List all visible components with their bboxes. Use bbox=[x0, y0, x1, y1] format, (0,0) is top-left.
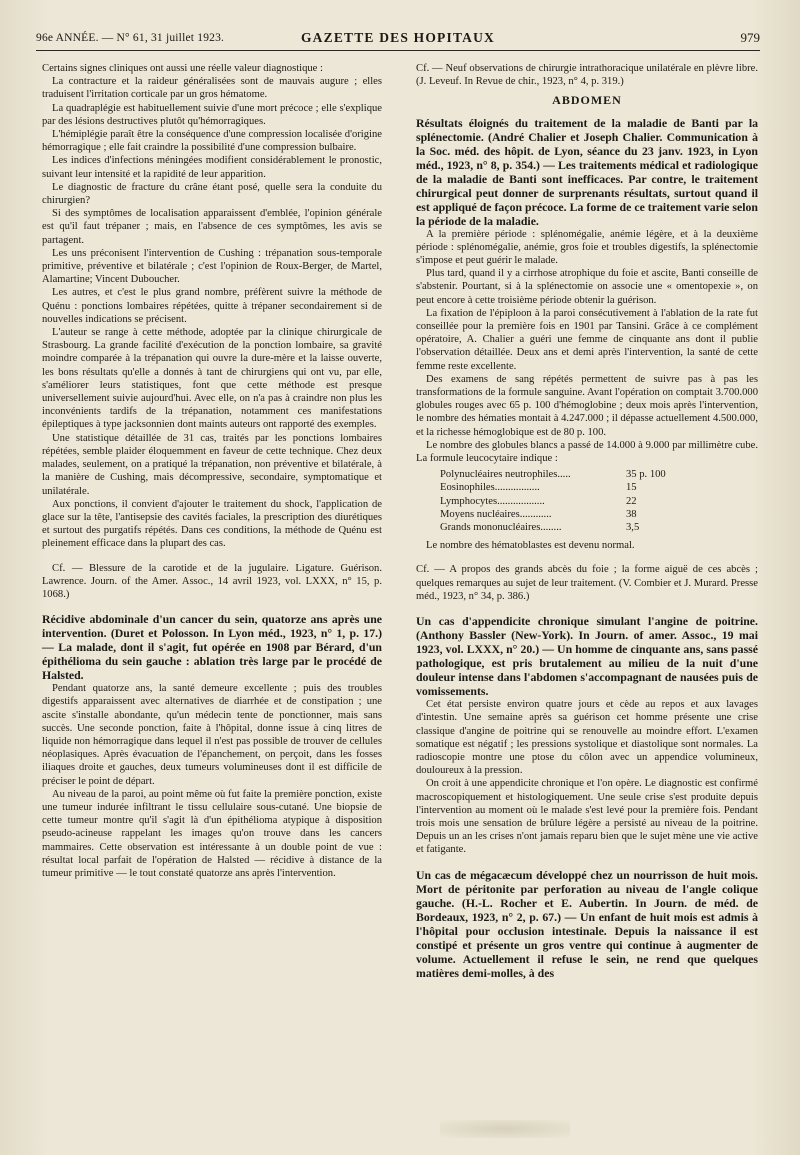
paragraph: Cf. — Blessure de la carotide et de la jugulaire. Ligature. Guérison. Lawrence. Journ. of the Amer. Assoc., 14 avril 1923, vol. LXXX, n° 15, p. 1068.) bbox=[42, 562, 382, 600]
paragraph: Certains signes cliniques ont aussi une réelle valeur diagnostique : bbox=[42, 63, 323, 74]
paragraph: A la première période : splénomégalie, anémie légère, et à la deuxième période : splénomégalie, anémie, gros foie et troubles digestifs, la splénectomie s'impose et peut guérir le malade. bbox=[416, 228, 758, 267]
paragraph: Les uns préconisent l'intervention de Cushing : trépanation sous-temporale primitive, préventive et bilatérale ; c'est l'opinion de Roux-Berger, de Martel, Alamartine; Vincent Duboucher. bbox=[42, 247, 382, 286]
paragraph: L'hémiplégie paraît être la conséquence d'une compression localisée d'origine hémorragique ; elle fait craindre la possibilité d'une compression bulbaire. bbox=[42, 129, 382, 154]
right-column bbox=[416, 62, 758, 980]
paragraph: Si des symptômes de localisation apparaissent d'emblée, l'opinion générale est qu'il faut trépaner ; mais, en l'absence de ces symptômes, les avis se partagent. bbox=[42, 208, 382, 246]
right-column-top bbox=[416, 62, 758, 88]
issue-line: 96e ANNÉE. — N° 61, 31 juillet 1923. bbox=[36, 32, 225, 44]
formula-value: 3,5 bbox=[626, 522, 640, 534]
left-column bbox=[42, 62, 382, 880]
journal-title: GAZETTE DES HOPITAUX bbox=[300, 30, 496, 45]
formula-label: Moyens nucléaires............ bbox=[440, 508, 552, 520]
article-title-paragraph: Résultats éloignés du traitement de la maladie de Banti par la splénectomie. (André Chalier et Joseph Chalier. Communication à la Soc. méd. des hôpit. de Lyon, séance du 23 janv. 1923, in Lyon méd., 1923, n° 8, p. 354.) — Les traitements médical et radiologique de la maladie de Banti sont inefficaces. Par contre, le traitement chirurgical peut donner de surprenants résultats, surtout quand il est appliqué de façon précoce. La forme de ce traitement varie selon la période de la maladie. bbox=[416, 115, 758, 228]
paragraph: La quadraplégie est habituellement suivie d'une mort précoce ; elle s'explique par des lésions destructives plutôt qu'hémorragiques. bbox=[42, 102, 382, 127]
paragraph: Les autres, et c'est le plus grand nombre, préfèrent suivre la méthode de Quénu : ponctions lombaires répétées, quitte à trépaner secondairement si de nouvelles indications se précisent. bbox=[42, 287, 382, 325]
page-number: 979 bbox=[740, 30, 760, 45]
section-heading: ABDOMEN bbox=[552, 93, 622, 108]
formula-label: Grands mononucléaires........ bbox=[440, 522, 562, 534]
right-column-bottom bbox=[416, 539, 758, 979]
paragraph: Au niveau de la paroi, au point même où fut faite la première ponction, existe une tumeur indurée infiltrant le tissu cellulaire sous-cutané. Une biopsie de cette tumeur montre qu'il s'agit là d'un épithélioma atypique à disposition pseudo-acineuse rappelant les images qu'on trouve dans les cancers mammaires. Cette observation est intéressante à un double point de vue : résultat local parfait de l'opération de Halsted — récidive à distance de la tumeur primitive — le tout constaté quatorze ans après l'intervention. bbox=[42, 788, 382, 879]
article-title-paragraph: Un cas d'appendicite chronique simulant l'angine de poitrine. (Anthony Bassler (New-York). In Journ. of amer. Assoc., 19 mai 1923, vol. LXXX, n° 20.) — Un homme de cinquante ans, sans passé pathologique, est pris brutalement au milieu de la nuit d'une douleur intense dans l'abdomen s'accompagnant de nausées puis de vomissements. bbox=[416, 614, 758, 699]
formula-row bbox=[440, 508, 696, 521]
paragraph: La fixation de l'épiploon à la paroi consécutivement à l'ablation de la rate fut conseillée pour la première fois en 1901 par Tansini. Grâce à ce complément opératoire, A. Chalier a guéri une femme de cinquante ans dont il publie l'observation détaillée. Deux ans et demi après l'intervention, la santé de cette femme reste excellente. bbox=[416, 307, 758, 372]
article-title-paragraph: Récidive abdominale d'un cancer du sein, quatorze ans après une intervention. (Duret et Polosson. In Lyon méd., 1923, n° 1, p. 17.) — La malade, dont il s'agit, fut opérée en 1908 par Bérard, d'un épithélioma du sein gauche : ablation très large par le procédé de Halsted. bbox=[42, 612, 382, 683]
formula-value: 15 bbox=[626, 482, 637, 494]
article-title-paragraph: Un cas de mégacæcum développé chez un nourrisson de huit mois. Mort de péritonite par perforation au niveau de l'angle colique gauche. (H.-L. Rocher et E. Aubertin. In Journ. de méd. de Bordeaux, 1923, n° 2, p. 67.) — Un enfant de huit mois est admis à l'hôpital pour occlusion intestinale. Depuis la naissance il est constipé et présente un gros ventre qui continue à augmenter de volume. Actuellement il refuse le sein, ne rend que quelques matières demi-molles, à des bbox=[416, 867, 758, 980]
formula-label: Lymphocytes.................. bbox=[440, 495, 545, 507]
paragraph: On croit à une appendicite chronique et l'on opère. Le diagnostic est confirmé macroscopiquement et histologiquement. Une seule crise s'est produite depuis l'intervention au moment où le malade s'est levé pour la première fois. Pendant trois mois une sensation de brûlure légère a persisté au niveau de la poitrine. Depuis un an les crises n'ont jamais reparu bien que le sujet mène une vie active et fatigante. bbox=[416, 778, 758, 856]
paragraph: L'auteur se range à cette méthode, adoptée par la clinique chirurgicale de Strasbourg. La grande facilité d'exécution de la ponction lombaire, sa gravité moindre comparée à la trépanation qui ouvre la dure-mère et la laisse ouverte, les bons résultats qu'elle a donnés à tant de chirurgiens qui ont vu, par elle, s'améliorer leurs statistiques, font que cette méthode est presque universellement suivie aujourd'hui. Avec elle, on n'a pas à craindre non plus les inconvénients tardifs de la trépanation, notamment ces manifestations épileptiques à type jacksonnien dont maints auteurs ont rapporté des exemples. bbox=[42, 327, 382, 431]
paragraph: Des examens de sang répétés permettent de suivre pas à pas les transformations de la formule sanguine. Avant l'opération on comptait 3.700.000 globules rouges avec 65 p. 100 d'hémoglobine ; deux mois après l'intervention, le nombre des hématies montait à 4.247.000 ; il dépasse actuellement 4.500.000, et la richesse hémoglobique est de 80 p. 100. bbox=[416, 373, 758, 438]
formula-label: Polynucléaires neutrophiles..... bbox=[440, 469, 571, 481]
paragraph: Cf. — Neuf observations de chirurgie intrathoracique unilatérale en plèvre libre. (J. Leveuf. In Revue de chir., 1923, n° 4, p. 319.) bbox=[416, 63, 758, 88]
paragraph: Le nombre des globules blancs a passé de 14.000 à 9.000 par millimètre cube. La formule leucocytaire indique : bbox=[416, 439, 758, 465]
paragraph: Plus tard, quand il y a cirrhose atrophique du foie et ascite, Banti conseille de s'abstenir. Pourtant, si à la splénectomie on associe une « omentopexie », on peut encore à cette troisième période obtenir la guérison. bbox=[416, 268, 758, 306]
paper-stain bbox=[440, 1120, 570, 1138]
paragraph: Une statistique détaillée de 31 cas, traités par les ponctions lombaires répétées, semble plaider éloquemment en faveur de cette technique. Chez deux malades, seulement, on a pratiqué la trépanation, non préventive et bilatérale, à la manière de Cushing, mais décompressive, secondaire, symptomatique et unilatérale. bbox=[42, 432, 382, 497]
paragraph: Le diagnostic de fracture du crâne étant posé, quelle sera la conduite du chirurgien? bbox=[42, 181, 382, 207]
formula-row bbox=[440, 481, 696, 494]
paragraph: Cet état persiste environ quatre jours et cède au repos et aux lavages d'intestin. Une semaine après sa guérison cet homme présente une crise classique d'angine de poitrine qui se renouvelle au moindre effort. L'examen somatique est négatif ; les pressions systolique et diastolique sont normales. La radioscopie montre une ptose du côlon avec un appendice volumineux, douloureux à la pression. bbox=[416, 699, 758, 777]
running-header bbox=[36, 28, 760, 51]
formula-value: 38 bbox=[626, 508, 637, 520]
formula-value: 22 bbox=[626, 495, 637, 507]
formula-row bbox=[440, 495, 696, 508]
formula-value: 35 p. 100 bbox=[626, 469, 666, 481]
paragraph: Cf. — A propos des grands abcès du foie ; la forme aiguë de ces abcès ; quelques remarques au sujet de leur traitement. (V. Combier et J. Murard. Presse méd., 1923, n° 34, p. 386.) bbox=[416, 564, 758, 602]
paragraph: Les indices d'infections méningées modifient considérablement le pronostic, suivant leur intensité et la rapidité de leur apparition. bbox=[42, 155, 382, 180]
formula-row bbox=[440, 521, 696, 534]
formula-row bbox=[440, 468, 696, 481]
paragraph: Pendant quatorze ans, la santé demeure excellente ; puis des troubles digestifs apparaissent avec alternatives de diarrhée et de constipation ; une ascite s'installe abondante, qu'un médecin tente de ponctionner, mais sans succès. Une seconde ponction, faite à l'hôpital, donne issue à cinq litres de liquide non hémorragique dans lequel il n'est pas possible de trouver de cellules néoplasiques. Après évacuation de l'épanchement, on perçoit, dans les fosses iliaques droite et gauches, deux tumeurs volumineuses dont il est difficile de préciser le point de départ. bbox=[42, 683, 382, 787]
paragraph: Aux ponctions, il convient d'ajouter le traitement du shock, l'application de glace sur la tête, l'antisepsie des cavités faciales, la prescription des diurétiques et surtout des purgatifs répétés. Dans ces conditions, la méthode de Quénu est pleinement efficace dans la plupart des cas. bbox=[42, 498, 382, 550]
right-column-middle bbox=[416, 116, 758, 466]
formula-label: Eosinophiles................. bbox=[440, 482, 540, 494]
paragraph: Le nombre des hématoblastes est devenu normal. bbox=[426, 540, 635, 552]
paragraph: La contracture et la raideur généralisées sont de mauvais augure ; elles traduisent l'irritation corticale par un gros hématome. bbox=[42, 76, 382, 101]
leukocyte-formula-table bbox=[440, 468, 696, 534]
